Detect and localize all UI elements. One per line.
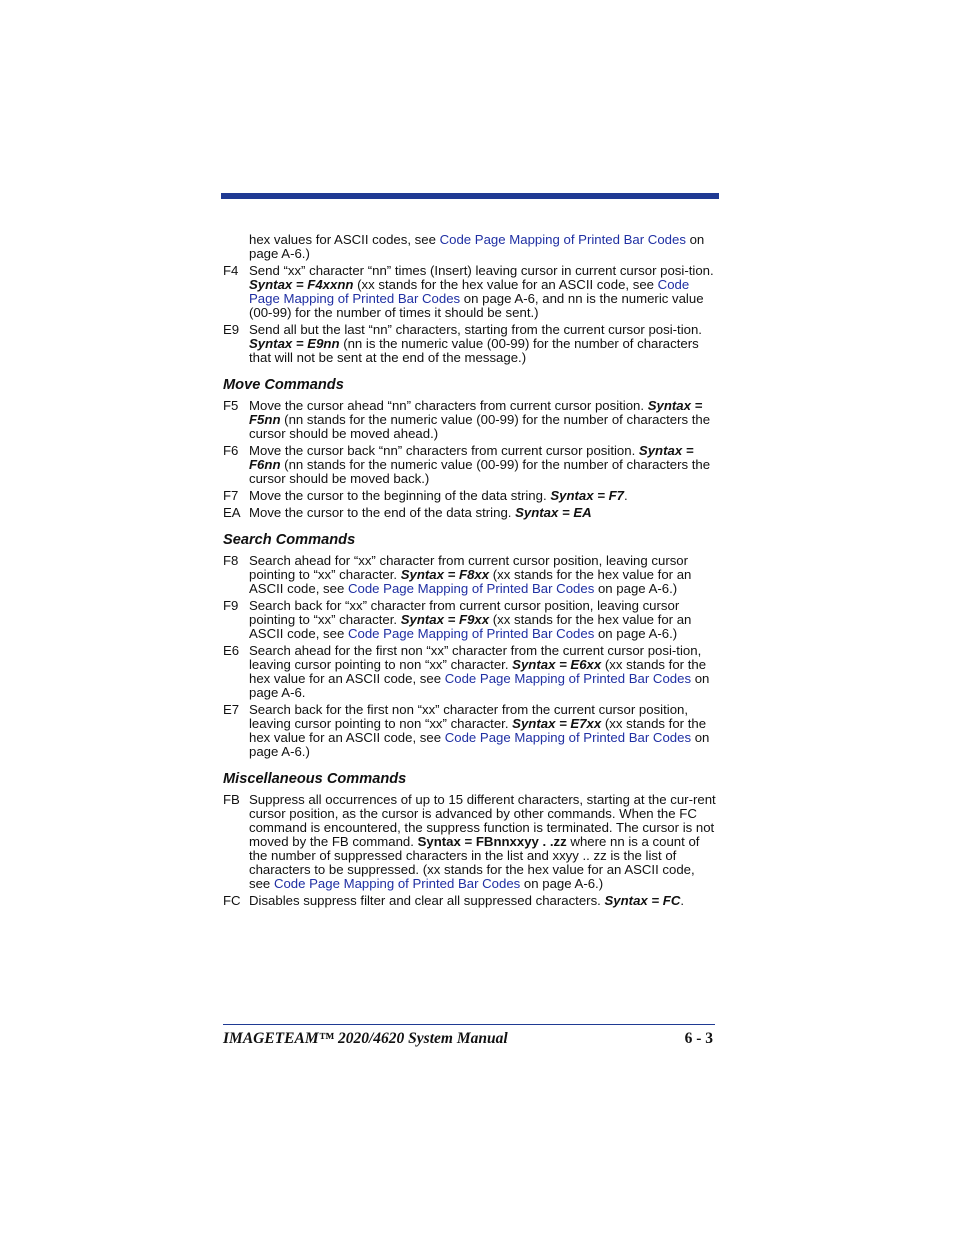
- command-description: Suppress all occurrences of up to 15 different characters, starting at the cur-rent cursor position, as the cursor is advanced by other commands. When the FC command is encountered, the suppress function is terminated. The cursor is not moved by the FB command. Syntax = FBnnxxyy . .zz where nn is a count of the number of suppressed characters in the list and xxyy .. zz is the list of characters to be suppressed. (xx stands for the hex value for an ASCII code, see Code Page Mapping of Printed Bar Codes on page A-6.): [249, 792, 716, 891]
- code-page-link[interactable]: Code Page Mapping of Printed Bar Codes: [273, 876, 521, 891]
- command-e6: [223, 644, 719, 700]
- command-description: Disables suppress filter and clear all suppressed characters. Syntax = FC.: [249, 893, 685, 908]
- syntax: Syntax = E6xx: [512, 657, 602, 672]
- command-f9: [223, 599, 719, 641]
- page-body: [223, 233, 719, 911]
- syntax: Syntax = EA: [515, 505, 592, 520]
- page-number: 6 - 3: [684, 1030, 713, 1047]
- command-description: Send all but the last “nn” characters, starting from the current cursor posi-tion. Syntax = E9nn (nn is the numeric value (00-99) for the number of characters that will not be sent at the end of the message.): [249, 322, 702, 365]
- command-code: F7: [223, 488, 239, 503]
- header-rule: [221, 193, 719, 199]
- code-page-link[interactable]: Code Page Mapping of Printed Bar Codes: [444, 671, 692, 686]
- command-description: Search back for “xx” character from current cursor position, leaving cursor pointing to “xx” character. Syntax = F9xx (xx stands for the hex value for an ASCII code, see Code Page Mapping of Printed Bar Codes on page A-6.): [249, 598, 692, 641]
- command-code: F9: [223, 598, 239, 613]
- command-f5: [223, 399, 719, 441]
- syntax: Syntax = F7: [550, 488, 624, 503]
- section-heading-misc: Miscellaneous Commands: [223, 771, 407, 787]
- command-description: Search back for the first non “xx” character from the current cursor position, leaving cursor pointing to non “xx” character. Syntax = E7xx (xx stands for the hex value for an ASCII code, see Code Page Mapping of Printed Bar Codes on page A-6.): [249, 702, 710, 759]
- syntax: Syntax = FC: [604, 893, 681, 908]
- continued-text: [249, 233, 719, 261]
- command-description: Move the cursor to the end of the data string. Syntax = EA: [249, 505, 592, 520]
- command-code: FC: [223, 893, 241, 908]
- command-code: F4: [223, 263, 239, 278]
- command-code: FB: [223, 792, 240, 807]
- command-f8: [223, 554, 719, 596]
- command-description: Send “xx” character “nn” times (Insert) leaving cursor in current cursor posi-tion. Syntax = F4xxnn (xx stands for the hex value for an ASCII code, see Code Page Mapping of Printed Bar Codes on page A-6, and nn is the numeric value (00-99) for the number of times it should be sent.): [249, 263, 714, 320]
- syntax: Syntax = F9xx: [400, 612, 490, 627]
- syntax: Syntax = F4xxnn: [249, 277, 354, 292]
- syntax: Syntax = F5nn: [249, 398, 703, 427]
- code-page-link[interactable]: Code Page Mapping of Printed Bar Codes: [444, 730, 692, 745]
- code-page-link[interactable]: Code Page Mapping of Printed Bar Codes: [347, 626, 595, 641]
- command-code: F5: [223, 398, 239, 413]
- footer-title: IMAGETEAM™ 2020/4620 System Manual: [223, 1030, 508, 1047]
- command-f4: [223, 264, 719, 320]
- command-f6: [223, 444, 719, 486]
- command-e7: [223, 703, 719, 759]
- command-description: Move the cursor to the beginning of the data string. Syntax = F7.: [249, 488, 628, 503]
- command-code: E9: [223, 322, 240, 337]
- command-description: Move the cursor ahead “nn” characters from current cursor position. Syntax = F5nn (nn stands for the numeric value (00-99) for the number of characters the cursor should be moved ahead.): [249, 398, 711, 441]
- section-heading-search: Search Commands: [223, 532, 356, 548]
- syntax: Syntax = F6nn: [249, 443, 694, 472]
- command-fc: [223, 894, 719, 908]
- section-heading-move: Move Commands: [223, 377, 344, 393]
- page-footer: [223, 1030, 713, 1048]
- command-description: Search ahead for “xx” character from current cursor position, leaving cursor pointing to “xx” character. Syntax = F8xx (xx stands for the hex value for an ASCII code, see Code Page Mapping of Printed Bar Codes on page A-6.): [249, 553, 692, 596]
- command-code: F8: [223, 553, 239, 568]
- command-code: E6: [223, 643, 240, 658]
- syntax: Syntax = FBnnxxyy . .zz: [417, 834, 567, 849]
- command-e9: [223, 323, 719, 365]
- command-code: EA: [223, 505, 241, 520]
- command-code: E7: [223, 702, 240, 717]
- syntax: Syntax = F8xx: [400, 567, 490, 582]
- command-description: Move the cursor back “nn” characters from current cursor position. Syntax = F6nn (nn stands for the numeric value (00-99) for the number of characters the cursor should be moved back.): [249, 443, 711, 486]
- command-ea: [223, 506, 719, 520]
- text: hex values for ASCII codes, see: [249, 232, 440, 247]
- command-description: Search ahead for the first non “xx” character from the current cursor posi-tion, leaving cursor pointing to non “xx” character. Syntax = E6xx (xx stands for the hex value for an ASCII code, see Code Page Mapping of Printed Bar Codes on page A-6.: [249, 643, 710, 700]
- footer-rule: [223, 1024, 715, 1025]
- syntax: Syntax = E7xx: [512, 716, 602, 731]
- command-code: F6: [223, 443, 239, 458]
- text: on page A-6.): [249, 232, 705, 261]
- command-f7: [223, 489, 719, 503]
- command-fb: [223, 793, 719, 891]
- code-page-link[interactable]: Code Page Mapping of Printed Bar Codes: [249, 277, 690, 306]
- syntax: Syntax = E9nn: [249, 336, 340, 351]
- code-page-link[interactable]: Code Page Mapping of Printed Bar Codes: [439, 232, 686, 247]
- code-page-link[interactable]: Code Page Mapping of Printed Bar Codes: [347, 581, 595, 596]
